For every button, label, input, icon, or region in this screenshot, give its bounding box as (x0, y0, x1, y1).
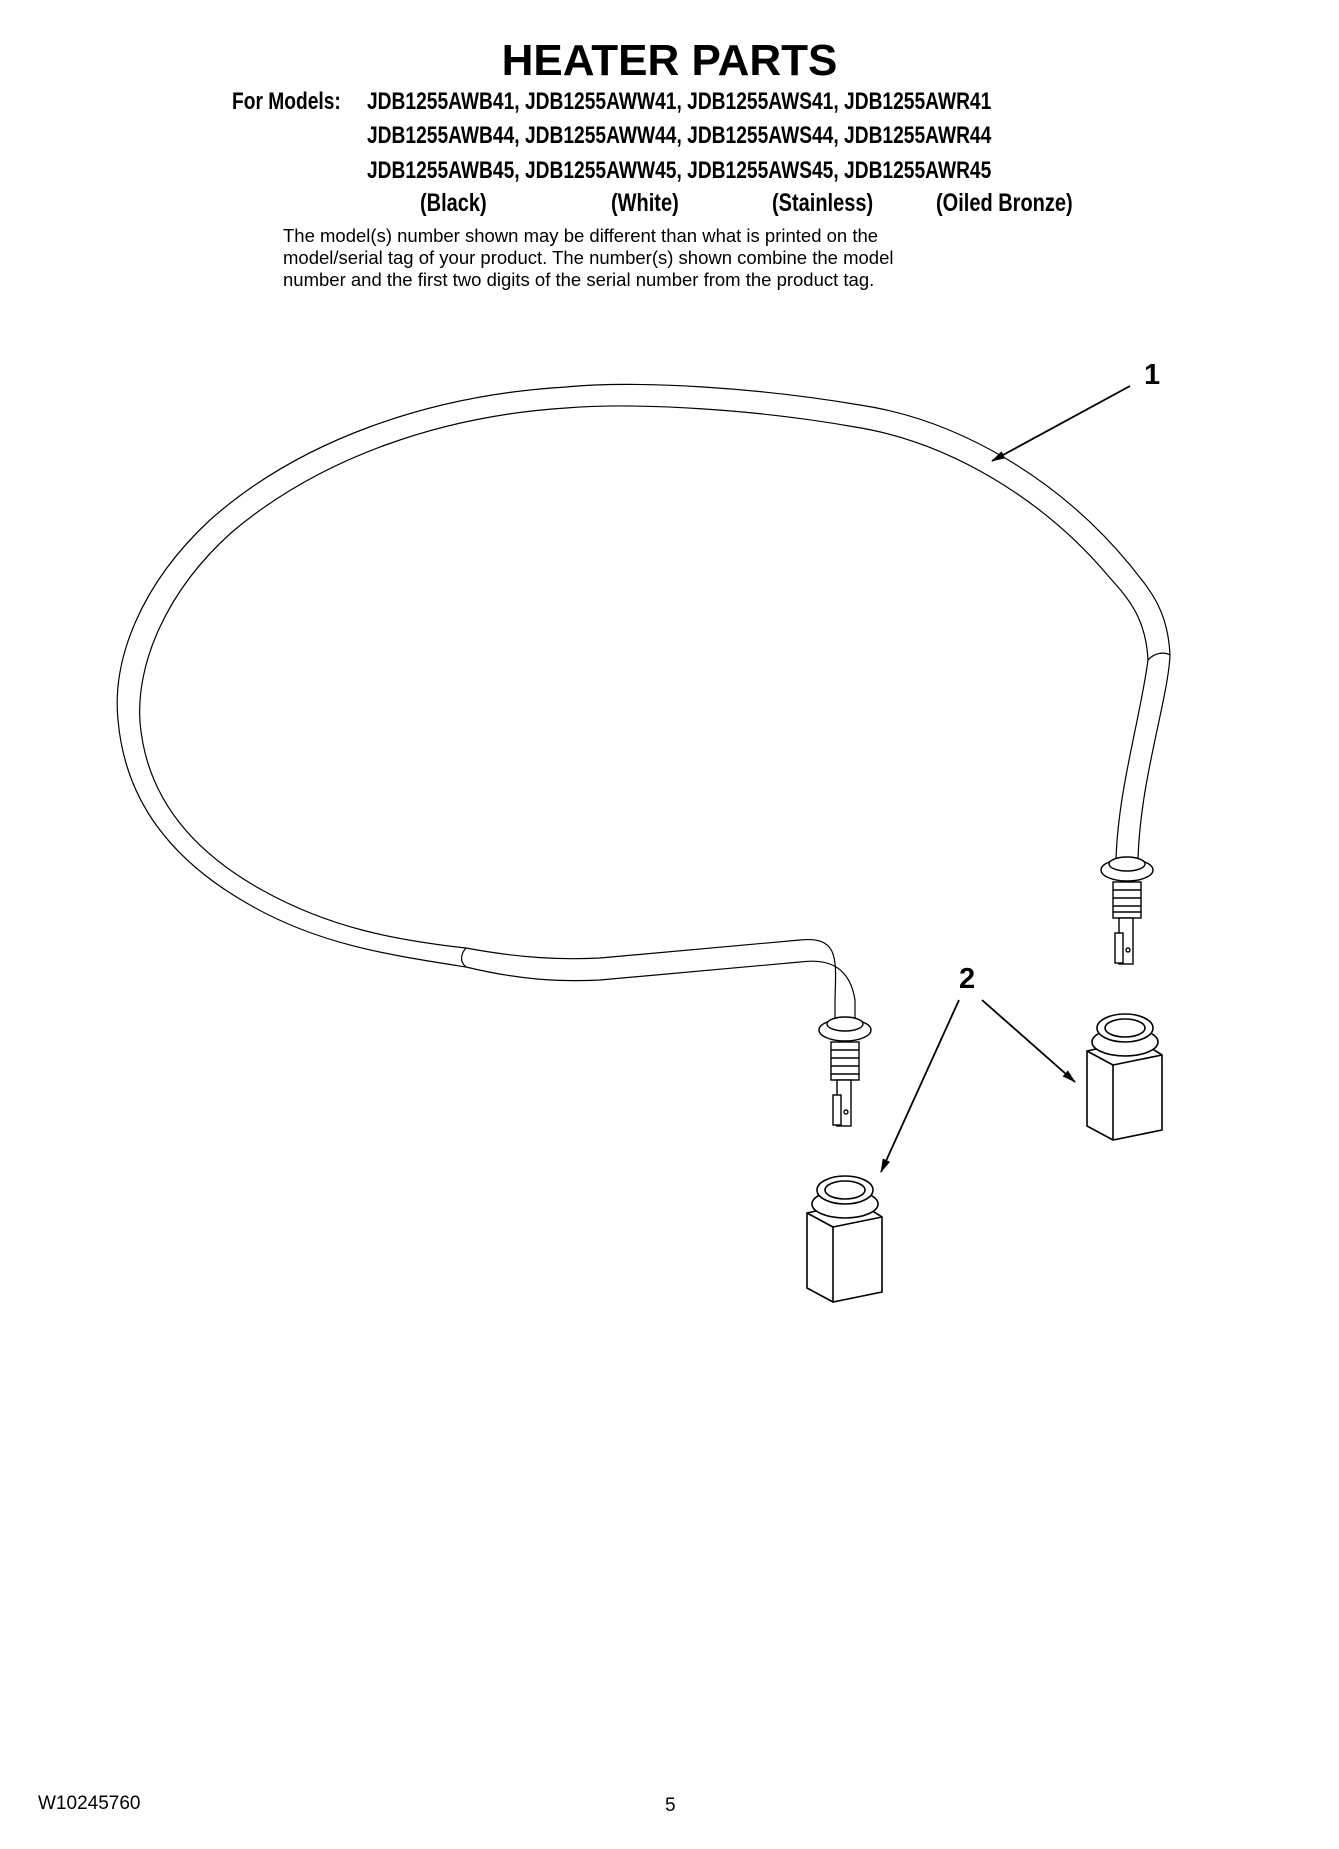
callout-2-leader-left (881, 1000, 959, 1172)
page-title: HEATER PARTS (501, 36, 838, 85)
callout-1-leader (992, 386, 1130, 461)
color-label-stainless: (Stainless) (772, 189, 874, 217)
color-label-oiled-bronze: (Oiled Bronze) (936, 189, 1073, 217)
callout-2-leader-right (982, 1000, 1075, 1082)
model-line-2: JDB1255AWB44, JDB1255AWW44, JDB1255AWS44, JDB1255AWR44 (367, 122, 992, 149)
color-label-white: (White) (611, 189, 679, 217)
note-line-3: number and the first two digits of the serial number from the product tag. (283, 269, 875, 290)
page-number: 5 (665, 1795, 676, 1816)
heater-nut-left-icon (807, 1176, 882, 1302)
for-models-label: For Models: (232, 88, 341, 115)
heater-element-icon (117, 384, 1170, 1018)
note-line-1: The model(s) number shown may be different than what is printed on the (283, 225, 879, 246)
note-line-2: model/serial tag of your product. The number(s) shown combine the model (283, 247, 894, 268)
heater-nut-right-icon (1087, 1014, 1162, 1140)
model-line-1: JDB1255AWB41, JDB1255AWW41, JDB1255AWS41, JDB1255AWR41 (367, 88, 992, 115)
model-line-3: JDB1255AWB45, JDB1255AWW45, JDB1255AWS45, JDB1255AWR45 (367, 157, 992, 184)
left-terminal-icon (819, 1017, 871, 1126)
right-terminal-icon (1101, 857, 1153, 964)
color-label-black: (Black) (420, 189, 487, 217)
document-number: W10245760 (38, 1793, 141, 1814)
callout-2-label: 2 (959, 963, 976, 995)
callout-1-label: 1 (1144, 359, 1161, 391)
